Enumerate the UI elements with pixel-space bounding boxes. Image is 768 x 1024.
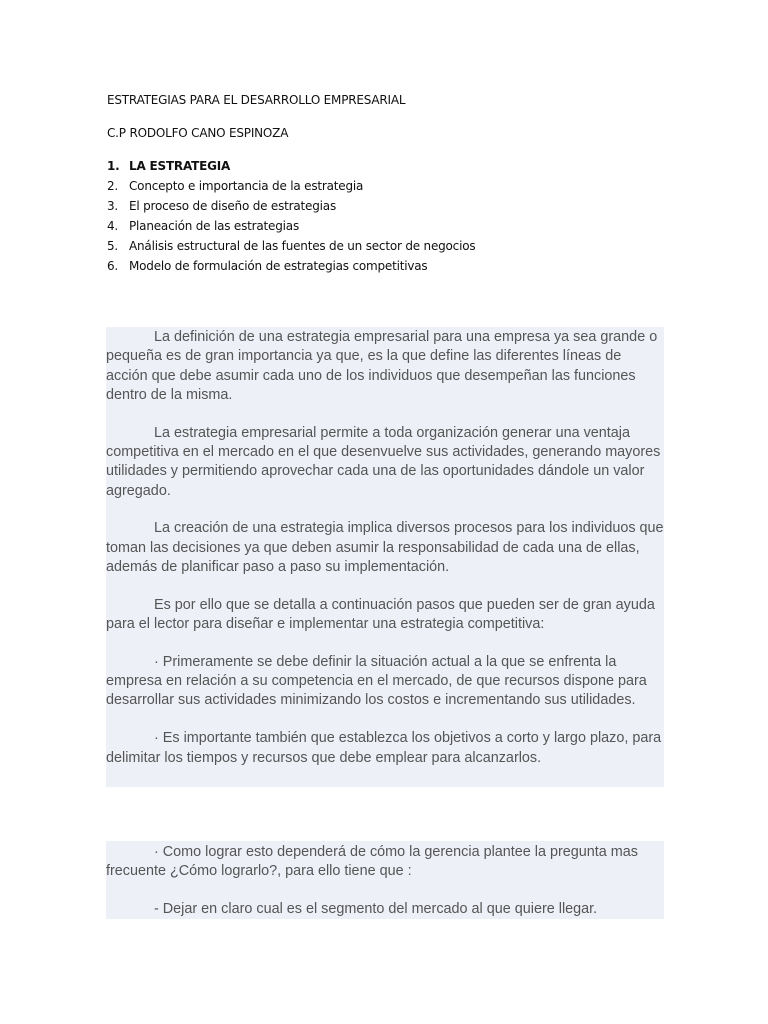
paragraph: Es por ello que se detalla a continuación pasos que pueden ser de gran ayuda para el lector para diseñar e implementar una estrategia competitiva:	[106, 596, 655, 633]
table-of-contents	[107, 158, 475, 278]
toc-item	[107, 158, 475, 178]
paragraph: · Como lograr esto dependerá de cómo la gerencia plantee la pregunta mas frecuente ¿Cómo lograrlo?, para ello tiene que :	[106, 844, 638, 880]
paragraph: · Primeramente se debe definir la situación actual a la que se enfrenta la empresa en relación a su competencia en el mercado, de que recursos dispone para desarrollar sus actividades minimizando los costos e incrementando sus utilidades.	[106, 653, 647, 709]
text-block-highlighted	[106, 841, 664, 919]
paragraph: La creación de una estrategia implica diversos procesos para los individuos que toman las decisiones ya que deben asumir la responsabilidad de cada una de ellas, además de planificar paso a paso su implementación.	[106, 520, 664, 575]
toc-item-label: Planeación de las estrategias	[129, 219, 299, 233]
text-block-highlighted	[106, 327, 664, 787]
toc-item-number: 1.	[107, 159, 120, 173]
toc-item-label: Concepto e importancia de la estrategia	[129, 179, 364, 193]
paragraph: La definición de una estrategia empresarial para una empresa ya sea grande o pequeña es de gran importancia ya que, es la que define las diferentes líneas de acción que debe asumir cada uno de los individuos que desempeñan las funciones dentro de la misma.	[106, 329, 658, 403]
toc-item-number: 2.	[107, 179, 119, 193]
toc-item-label: LA ESTRATEGIA	[129, 159, 231, 173]
toc-item	[107, 258, 475, 278]
toc-item	[107, 198, 475, 218]
paragraph: La estrategia empresarial permite a toda organización generar una ventaja competitiva en el mercado en el que desenvuelve sus actividades, generando mayores utilidades y permitiendo aprovechar cada una de las oportunidades dándole un valor agregado.	[106, 424, 661, 499]
toc-item	[107, 218, 475, 238]
toc-item	[107, 238, 475, 258]
document-author: C.P RODOLFO CANO ESPINOZA	[107, 126, 289, 140]
toc-item	[107, 178, 475, 198]
toc-item-label: Análisis estructural de las fuentes de un sector de negocios	[129, 239, 476, 253]
toc-item-number: 5.	[107, 239, 119, 253]
toc-item-label: Modelo de formulación de estrategias competitivas	[129, 259, 428, 273]
toc-item-number: 3.	[107, 199, 119, 213]
toc-item-label: El proceso de diseño de estrategias	[129, 199, 336, 213]
toc-item-number: 6.	[107, 259, 119, 273]
paragraph: - Dejar en claro cual es el segmento del mercado al que quiere llegar.	[154, 901, 598, 918]
paragraph: · Es importante también que establezca los objetivos a corto y largo plazo, para delimitar los tiempos y recursos que debe emplear para alcanzarlos.	[106, 730, 662, 766]
document-title: ESTRATEGIAS PARA EL DESARROLLO EMPRESARIAL	[107, 93, 406, 107]
toc-item-number: 4.	[107, 219, 119, 233]
